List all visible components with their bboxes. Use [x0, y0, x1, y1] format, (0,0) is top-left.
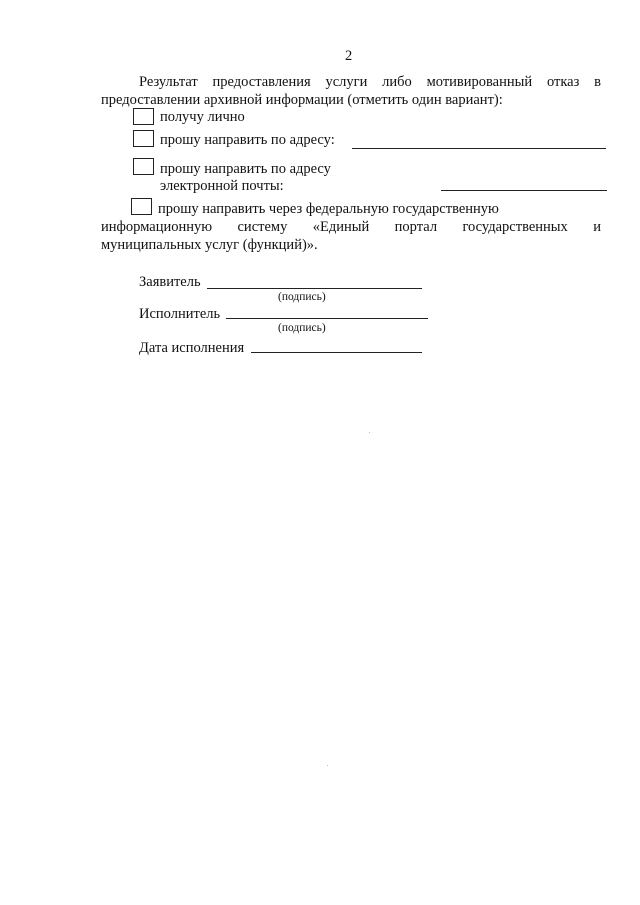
checkbox-personal[interactable]	[133, 108, 154, 125]
intro-word: мотивированный	[426, 74, 533, 90]
option-portal-line-2	[101, 218, 601, 236]
checkbox-portal[interactable]	[131, 198, 152, 215]
address-input-line[interactable]	[352, 148, 606, 149]
option-portal-label-1: прошу направить через федеральную государственную	[158, 201, 499, 217]
executor-signature-line[interactable]	[226, 318, 428, 319]
option-address-label: прошу направить по адресу:	[160, 132, 335, 148]
executor-label: Исполнитель	[139, 306, 221, 322]
option-email-label-2: электронной почты:	[160, 178, 284, 194]
portal-word: портал	[394, 219, 438, 235]
option-personal-label: получу лично	[160, 109, 245, 125]
checkbox-email[interactable]	[133, 158, 154, 175]
option-email-label-1: прошу направить по адресу	[160, 161, 331, 177]
applicant-label: Заявитель	[139, 274, 201, 290]
option-portal-label-3: муниципальных услуг (функций)».	[101, 237, 318, 253]
intro-word: в	[594, 74, 601, 90]
executor-signature-caption: (подпись)	[278, 322, 326, 334]
email-input-line[interactable]	[441, 190, 607, 191]
applicant-signature-line[interactable]	[207, 288, 422, 289]
portal-word: государственных	[462, 219, 568, 235]
portal-word: систему	[237, 219, 288, 235]
date-label: Дата исполнения	[139, 340, 245, 356]
date-input-line[interactable]	[251, 352, 422, 353]
scan-speck	[369, 432, 370, 433]
intro-word: услуги	[325, 74, 368, 90]
intro-word: предоставления	[212, 74, 311, 90]
portal-word: и	[593, 219, 601, 235]
intro-line-2: предоставлении архивной информации (отметить один вариант):	[101, 92, 503, 108]
checkbox-address[interactable]	[133, 130, 154, 147]
intro-word: отказ	[546, 74, 580, 90]
portal-word: информационную	[101, 219, 213, 235]
intro-word: либо	[382, 74, 412, 90]
portal-word: «Единый	[312, 219, 370, 235]
applicant-signature-caption: (подпись)	[278, 291, 326, 303]
page-number: 2	[345, 48, 353, 64]
intro-word: Результат	[139, 74, 198, 90]
scan-speck	[327, 765, 328, 766]
intro-line-1	[139, 73, 601, 91]
